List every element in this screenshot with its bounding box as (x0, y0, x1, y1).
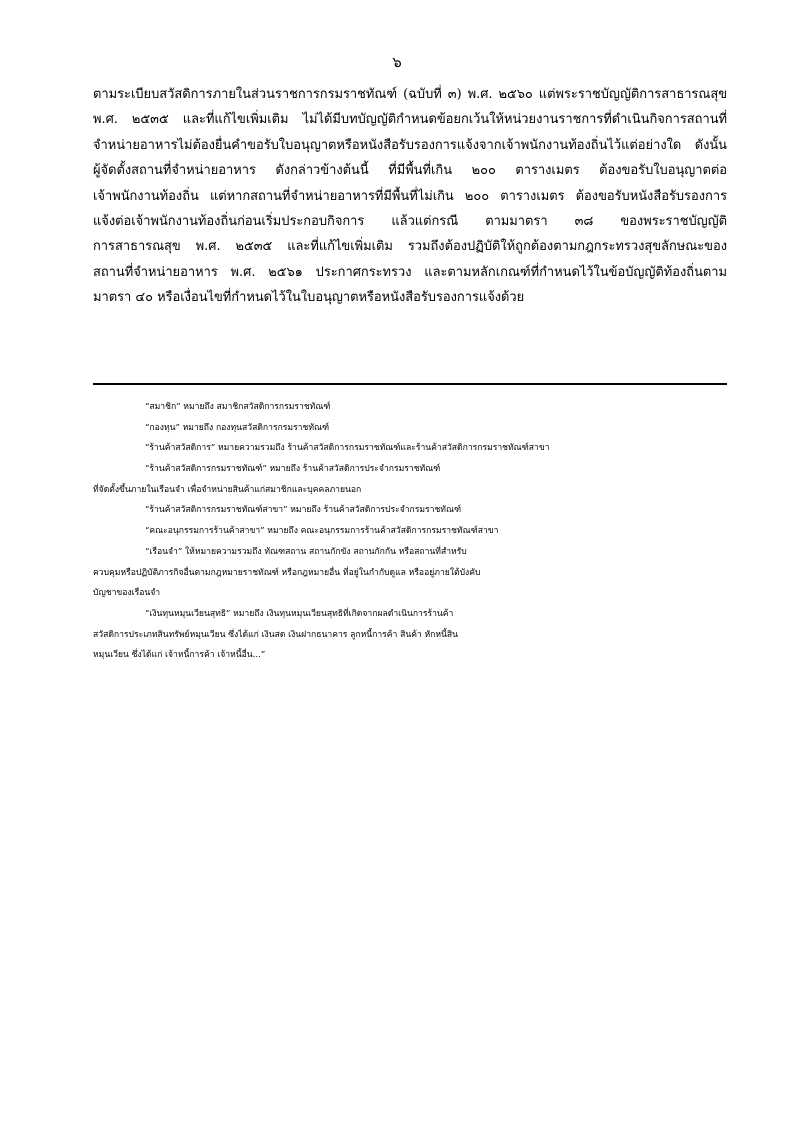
footnote-line: “สมาชิก” หมายถึง สมาชิกสวัสดิการกรมราชทัณฑ์ (145, 402, 331, 412)
footnote-line: ควบคุมหรือปฏิบัติภารกิจอื่นตามกฎหมายราชทัณฑ์ หรือกฎหมายอื่น ที่อยู่ในกำกับดูแล หรืออยู่ภายใต้บังคับ (93, 567, 481, 578)
footnote-line: “ร้านค้าสวัสดิการ” หมายความรวมถึง ร้านค้าสวัสดิการกรมราชทัณฑ์และร้านค้าสวัสดิการกรมราชทัณฑ์สาขา (145, 443, 550, 454)
body-line: จำหน่ายอาหารไม่ต้องยื่นคำขอรับใบอนุญาตหรือหนังสือรับรองการแจ้งจากเจ้าพนักงานท้องถิ่นไว้แต่อย่างใด ดังนั้น (93, 137, 727, 153)
body-paragraph (93, 82, 727, 311)
footnote-line: ที่จัดตั้งขึ้นภายในเรือนจำ เพื่อจำหน่ายสินค้าแก่สมาชิกและบุคคลภายนอก (93, 484, 362, 495)
footnote-line: “ร้านค้าสวัสดิการกรมราชทัณฑ์” หมายถึง ร้านค้าสวัสดิการประจำกรมราชทัณฑ์ (145, 464, 441, 475)
footnote-line: “คณะอนุกรรมการร้านค้าสาขา” หมายถึง คณะอนุกรรมการร้านค้าสวัสดิการกรมราชทัณฑ์สาขา (145, 526, 499, 537)
footnote-line: “เรือนจำ” ให้หมายความรวมถึง ทัณฑสถาน สถานกักขัง สถานกักกัน หรือสถานที่สำหรับ (145, 546, 467, 557)
footnote-line: สวัสดิการประเภทสินทรัพย์หมุนเวียน ซึ่งได้แก่ เงินสด เงินฝากธนาคาร ลูกหนี้การค้า สินค้า หักหนี้สิน (93, 629, 459, 640)
footnote-divider (93, 383, 727, 385)
footnote-line: “ร้านค้าสวัสดิการกรมราชทัณฑ์สาขา” หมายถึง ร้านค้าสวัสดิการประจำกรมราชทัณฑ์ (145, 505, 462, 516)
footnote-line: บัญชาของเรือนจำ (93, 588, 161, 599)
body-line: มาตรา ๔๐ หรือเงื่อนไขที่กำหนดไว้ในใบอนุญาตหรือหนังสือรับรองการแจ้งด้วย (93, 290, 525, 306)
body-line: การสาธารณสุข พ.ศ. ๒๕๓๕ และที่แก้ไขเพิ่มเติม รวมถึงต้องปฏิบัติให้ถูกต้องตามกฎกระทรวงสุขลักษณะของ (93, 239, 727, 255)
body-line: ผู้จัดตั้งสถานที่จำหน่ายอาหาร ดังกล่าวข้างต้นนี้ ที่มีพื้นที่เกิน ๒๐๐ ตารางเมตร ต้องขอรับใบอนุญาตต่อ (93, 163, 727, 179)
footnote-line: หมุนเวียน ซึ่งได้แก่ เจ้าหนี้การค้า เจ้าหนี้อื่น...” (93, 650, 266, 661)
body-line: แจ้งต่อเจ้าพนักงานท้องถิ่นก่อนเริ่มประกอบกิจการ แล้วแต่กรณี ตามมาตรา ๓๘ ของพระราชบัญญัติ (93, 213, 727, 229)
body-line: พ.ศ. ๒๕๓๕ และที่แก้ไขเพิ่มเติม ไม่ได้มีบทบัญญัติกำหนดข้อยกเว้นให้หน่วยงานราชการที่ดำเนินกิจการสถานที่ (93, 112, 727, 128)
body-line: สถานที่จำหน่ายอาหาร พ.ศ. ๒๕๖๑ ประกาศกระทรวง และตามหลักเกณฑ์ที่กำหนดไว้ในข้อบัญญัติท้องถิ่นตาม (93, 264, 727, 280)
body-line: เจ้าพนักงานท้องถิ่น แต่หากสถานที่จำหน่ายอาหารที่มีพื้นที่ไม่เกิน ๒๐๐ ตารางเมตร ต้องขอรับหนังสือรับรองการ (93, 188, 727, 204)
footnote-block (93, 397, 727, 666)
body-line: ตามระเบียบสวัสดิการภายในส่วนราชการกรมราชทัณฑ์ (ฉบับที่ ๓) พ.ศ. ๒๕๖๐ แต่พระราชบัญญัติการสาธารณสุข (93, 87, 727, 102)
page-number: ๖ (392, 53, 402, 71)
footnote-line: “เงินทุนหมุนเวียนสุทธิ” หมายถึง เงินทุนหมุนเวียนสุทธิที่เกิดจากผลดำเนินการร้านค้า (145, 608, 454, 619)
footnote-line: “กองทุน” หมายถึง กองทุนสวัสดิการกรมราชทัณฑ์ (145, 422, 330, 433)
